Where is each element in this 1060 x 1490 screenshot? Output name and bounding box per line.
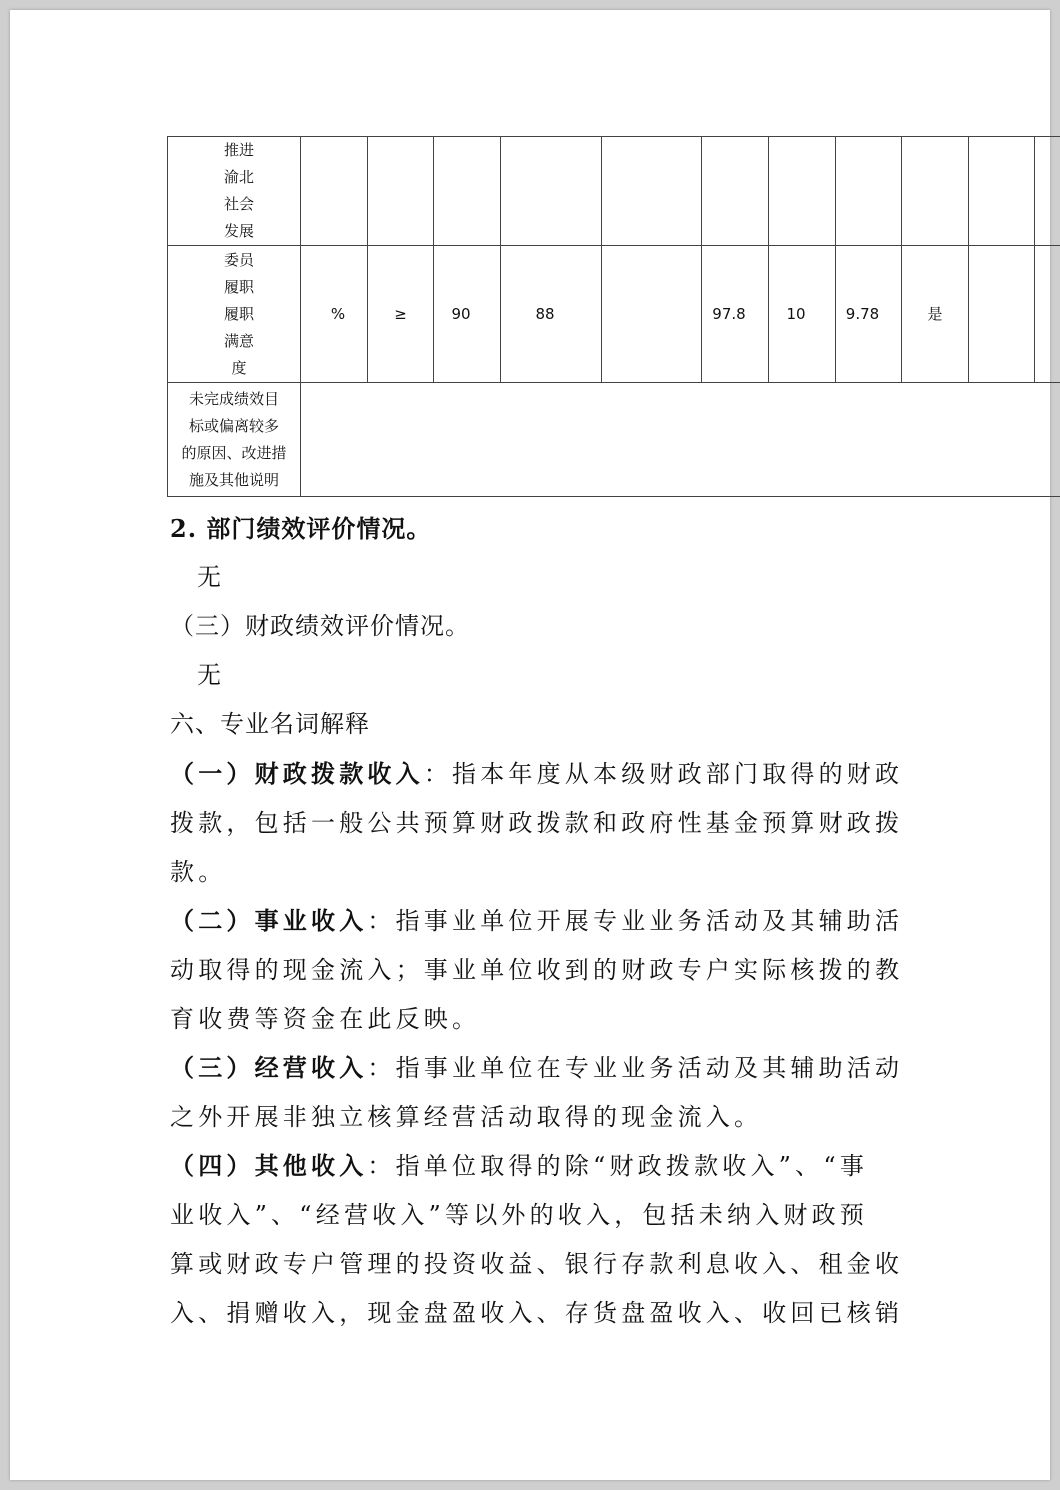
score-cell: 9.78 xyxy=(836,246,902,383)
term-paragraph: （四）其他收入：指单位取得的除“财政拨款收入”、“事 业收入”、“经营收入”等以外的收入，包括未纳入财政预 算或财政专户管理的投资收益、银行存款利息收入、租金收 入、捐赠收入，现金盘盈收入、存货盘盈收入、收回已核销 xyxy=(170,1151,904,1327)
indicator-name-cell: 委员 履职 履职 满意 度 xyxy=(168,246,301,383)
term-label: （三）经营收入 xyxy=(170,1053,368,1082)
note-label-cell: 未完成绩效目 标或偏离较多 的原因、改进措 施及其他说明 xyxy=(168,383,301,497)
empty-cell xyxy=(969,246,1035,383)
table-row xyxy=(168,246,1060,383)
weight-cell: 10 xyxy=(769,246,836,383)
table-row xyxy=(168,383,1060,497)
achieved-cell: 是 xyxy=(902,246,969,383)
note-value-cell xyxy=(301,383,1060,497)
target-cell: 90 xyxy=(434,246,501,383)
empty-cell xyxy=(1035,246,1060,383)
fin-eval-heading: （三）财政绩效评价情况。 xyxy=(170,612,470,640)
fin-eval-body: 无 xyxy=(197,661,222,689)
term-paragraph: （二）事业收入：指事业单位开展专业业务活动及其辅助活 动取得的现金流入；事业单位收到的财政专户实际核拨的教 育收费等资金在此反映。 xyxy=(170,906,904,1033)
performance-table xyxy=(167,136,1060,497)
term-label: （二）事业收入 xyxy=(170,906,368,935)
term-label: （四）其他收入 xyxy=(170,1151,368,1180)
dept-eval-heading: 2. 部门绩效评价情况。 xyxy=(170,514,432,543)
actual-cell: 97.8 xyxy=(702,246,769,383)
terms-heading: 六、专业名词解释 xyxy=(170,710,370,738)
term-paragraph: （一）财政拨款收入：指本年度从本级财政部门取得的财政 拨款，包括一般公共预算财政拨款和政府性基金预算财政拨 款。 xyxy=(170,759,904,886)
term-label: （一）财政拨款收入 xyxy=(170,759,424,788)
term-paragraph: （三）经营收入：指事业单位在专业业务活动及其辅助活动 之外开展非独立核算经营活动取得的现金流入。 xyxy=(170,1053,904,1131)
dept-eval-body: 无 xyxy=(197,563,222,591)
indicator-name-cell: 推进 渝北 社会 发展 xyxy=(168,137,301,246)
unit-cell: % xyxy=(301,246,368,383)
prev-value-cell: 88 xyxy=(501,246,602,383)
document-page xyxy=(10,10,1050,1480)
table-row xyxy=(168,137,1060,246)
empty-cell xyxy=(602,246,702,383)
operator-cell: ≥ xyxy=(368,246,434,383)
